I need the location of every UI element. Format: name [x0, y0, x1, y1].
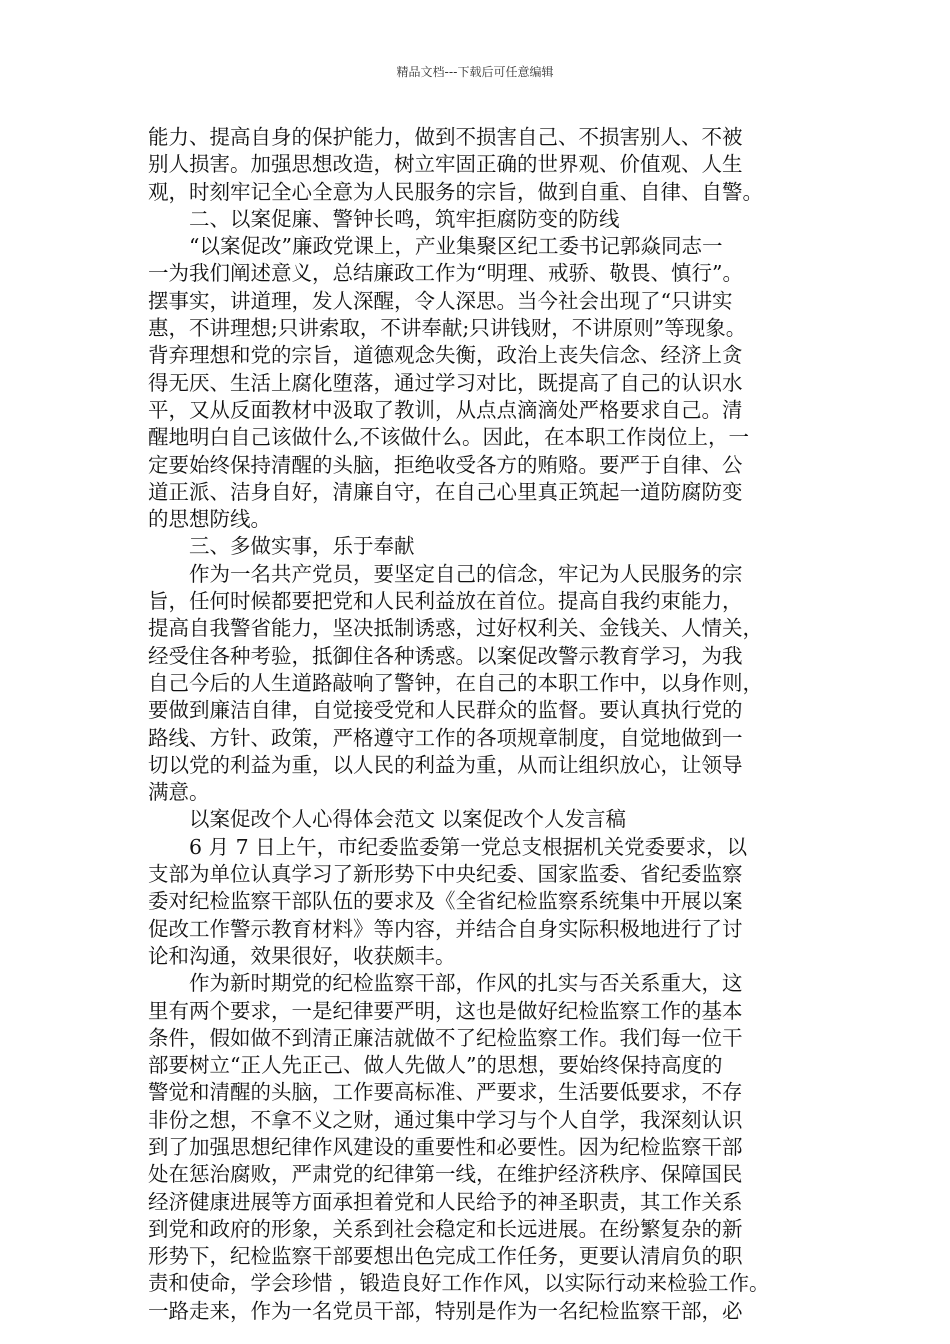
- text-line: 警觉和清醒的头脑，工作要高标准、严要求，生活要低要求，不存: [148, 1080, 743, 1105]
- text-line: 观，时刻牢记全心全意为人民服务的宗旨，做到自重、自律、自警。: [148, 179, 763, 204]
- text-line: 别人损害。加强思想改造，树立牢固正确的世界观、价值观、人生: [148, 152, 743, 177]
- text-line: 得无厌、生活上腐化堕落，通过学习对比，既提高了自己的认识水: [148, 370, 743, 395]
- text-line: 里有两个要求，一是纪律要严明，这也是做好纪检监察工作的基本: [148, 998, 743, 1023]
- text-line: 条件，假如做不到清正廉洁就做不了纪检监察工作。我们每一位干: [148, 1025, 743, 1050]
- text-line: 一路走来，作为一名党员干部，特别是作为一名纪检监察干部，必: [148, 1298, 743, 1323]
- text-line: 支部为单位认真学习了新形势下中央纪委、国家监委、省纪委监察: [148, 862, 743, 887]
- text-line: 三、多做实事，乐于奉献: [189, 534, 415, 559]
- text-line: 二、以案促廉、警钟长鸣，筑牢拒腐防变的防线: [189, 206, 620, 231]
- text-line: 处在惩治腐败，严肃党的纪律第一线，在维护经济秩序、保障国民: [148, 1162, 743, 1187]
- text-line: 路线、方针、政策，严格遵守工作的各项规章制度，自觉地做到一: [148, 725, 743, 750]
- text-line: 切以党的利益为重，以人民的利益为重，从而让组织放心，让领导: [148, 752, 743, 777]
- text-line: 部要树立“正人先正己、做人先做人”的思想，要始终保持高度的: [148, 1053, 723, 1078]
- text-line: 平，又从反面教材中汲取了教训，从点点滴滴处严格要求自己。清: [148, 397, 743, 422]
- document-body: [148, 124, 816, 1325]
- text-line: 6 月 7 日上午，市纪委监委第一党总支根据机关党委要求，以: [189, 834, 748, 859]
- text-line: 要做到廉洁自律，自觉接受党和人民群众的监督。要认真执行党的: [148, 698, 743, 723]
- text-line: 责和使命，学会珍惜 ，锻造良好工作作风，以实际行动来检验工作。: [148, 1271, 770, 1296]
- text-line: 到了加强思想纪律作风建设的重要性和必要性。因为纪检监察干部: [148, 1134, 743, 1159]
- text-line: 到党和政府的形象，关系到社会稳定和长远进展。在纷繁复杂的新: [148, 1216, 743, 1241]
- text-line: 旨，任何时候都要把党和人民利益放在首位。提高自我约束能力，: [148, 589, 743, 614]
- text-line: 一为我们阐述意义，总结廉政工作为“明理、戒骄、敬畏、慎行”。: [148, 261, 743, 286]
- text-line: 能力、提高自身的保护能力，做到不损害自己、不损害别人、不被: [148, 125, 743, 149]
- text-line: 作为新时期党的纪检监察干部，作风的扎实与否关系重大，这: [189, 971, 743, 996]
- text-line: 自己今后的人生道路敲响了警钟，在自己的本职工作中，以身作则，: [148, 670, 763, 695]
- text-line: 的思想防线。: [148, 507, 271, 532]
- text-line: 定要始终保持清醒的头脑，拒绝收受各方的贿赂。要严于自律、公: [148, 452, 743, 477]
- text-line: 经受住各种考验，抵御住各种诱惑。以案促改警示教育学习，为我: [148, 643, 743, 668]
- text-line: 经济健康进展等方面承担着党和人民给予的神圣职责，其工作关系: [148, 1189, 743, 1214]
- text-line: 委对纪检监察干部队伍的要求及《全省纪检监察系统集中开展以案: [148, 889, 743, 914]
- text-line: “以案促改”廉政党课上，产业集聚区纪工委书记郭焱同志一: [189, 234, 723, 259]
- text-line: 满意。: [148, 780, 210, 805]
- text-line: 促改工作警示教育材料》等内容，并结合自身实际积极地进行了讨: [148, 916, 743, 941]
- text-line: 作为一名共产党员，要坚定自己的信念，牢记为人民服务的宗: [189, 561, 743, 586]
- text-line: 以案促改个人心得体会范文 以案促改个人发言稿: [189, 807, 627, 832]
- text-line: 提高自我警省能力，坚决抵制诱惑，过好权利关、金钱关、人情关，: [148, 616, 763, 641]
- text-line: 惠，不讲理想;只讲索取，不讲奉献;只讲钱财，不讲原则”等现象。: [148, 316, 747, 341]
- text-line: 摆事实，讲道理，发人深醒，令人深思。当今社会出现了“只讲实: [148, 288, 733, 313]
- text-line: 醒地明白自己该做什么,不该做什么。因此，在本职工作岗位上，一: [148, 425, 750, 450]
- text-line: 非份之想，不拿不义之财，通过集中学习与个人自学，我深刻认识: [148, 1107, 743, 1132]
- page-header: 精品文档---下载后可任意编辑: [396, 65, 554, 79]
- text-line: 论和沟通，效果很好，收获颇丰。: [148, 943, 456, 968]
- text-line: 形势下，纪检监察干部要想出色完成工作任务，更要认清肩负的职: [148, 1244, 743, 1269]
- text-line: 道正派、洁身自好，清廉自守，在自己心里真正筑起一道防腐防变: [148, 479, 743, 504]
- text-line: 背弃理想和党的宗旨，道德观念失衡，政治上丧失信念、经济上贪: [148, 343, 743, 368]
